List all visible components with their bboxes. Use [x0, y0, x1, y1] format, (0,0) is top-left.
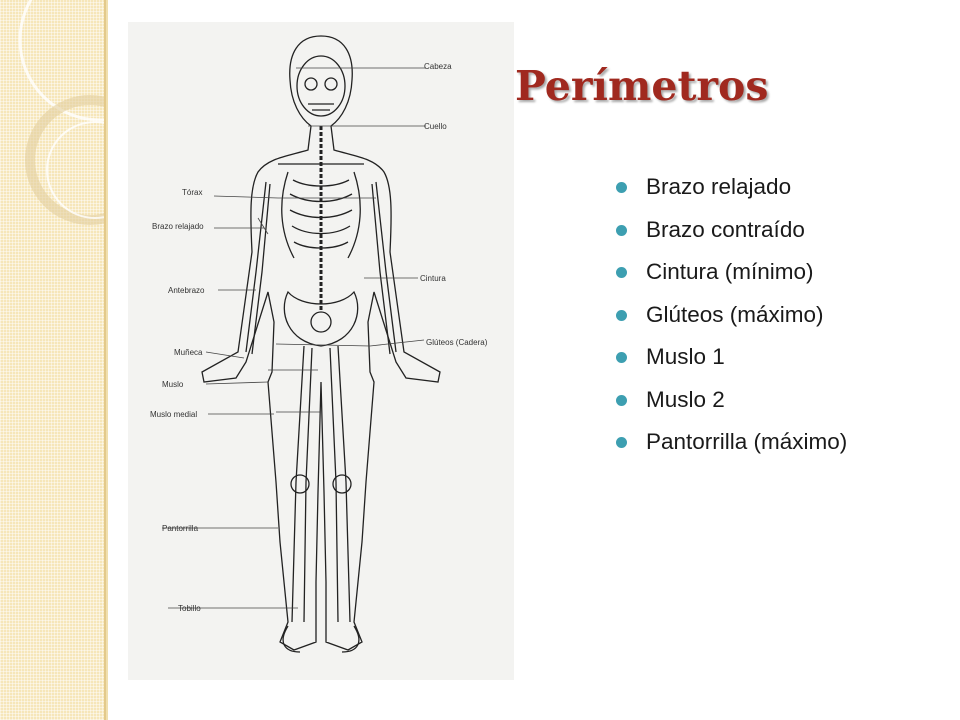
label-torax: Tórax [182, 188, 203, 197]
bullet-text: Cintura (mínimo) [646, 259, 814, 284]
bullet-dot-icon [616, 352, 627, 363]
label-muslo-medial: Muslo medial [150, 410, 198, 419]
label-gluteos: Glúteos (Cadera) [426, 338, 488, 347]
label-tobillo: Tobillo [178, 604, 201, 613]
label-cabeza: Cabeza [424, 62, 452, 71]
decorative-side-band [0, 0, 106, 720]
bullet-dot-icon [616, 267, 627, 278]
label-muslo: Muslo [162, 380, 184, 389]
list-item [612, 294, 847, 337]
anatomy-figure [128, 22, 514, 680]
bullet-dot-icon [616, 182, 627, 193]
bullet-dot-icon [616, 437, 627, 448]
bullet-dot-icon [616, 225, 627, 236]
decorative-circles [0, 0, 104, 720]
label-muneca: Muñeca [174, 348, 203, 357]
list-item [612, 251, 847, 294]
bullet-dot-icon [616, 310, 627, 321]
label-brazo-relajado: Brazo relajado [152, 222, 204, 231]
list-item [612, 421, 847, 464]
slide-title: Perímetros [515, 62, 769, 110]
bullet-text: Brazo contraído [646, 216, 805, 242]
bullet-text: Brazo relajado [646, 174, 792, 199]
list-item [612, 379, 847, 422]
list-item [612, 209, 847, 252]
bullet-text: Muslo 2 [646, 386, 725, 412]
band-edge-line [106, 0, 108, 720]
label-pantorrilla: Pantorrilla [162, 524, 199, 533]
bullet-dot-icon [616, 395, 627, 406]
list-item [612, 166, 847, 209]
label-cuello: Cuello [424, 122, 447, 131]
bullet-list [612, 166, 847, 464]
bullet-text: Glúteos (máximo) [646, 301, 824, 327]
bullet-text: Pantorrilla (máximo) [646, 429, 848, 454]
label-antebrazo: Antebrazo [168, 286, 205, 295]
list-item [612, 336, 847, 379]
label-cintura: Cintura [420, 274, 446, 283]
bullet-text: Muslo 1 [646, 344, 725, 369]
